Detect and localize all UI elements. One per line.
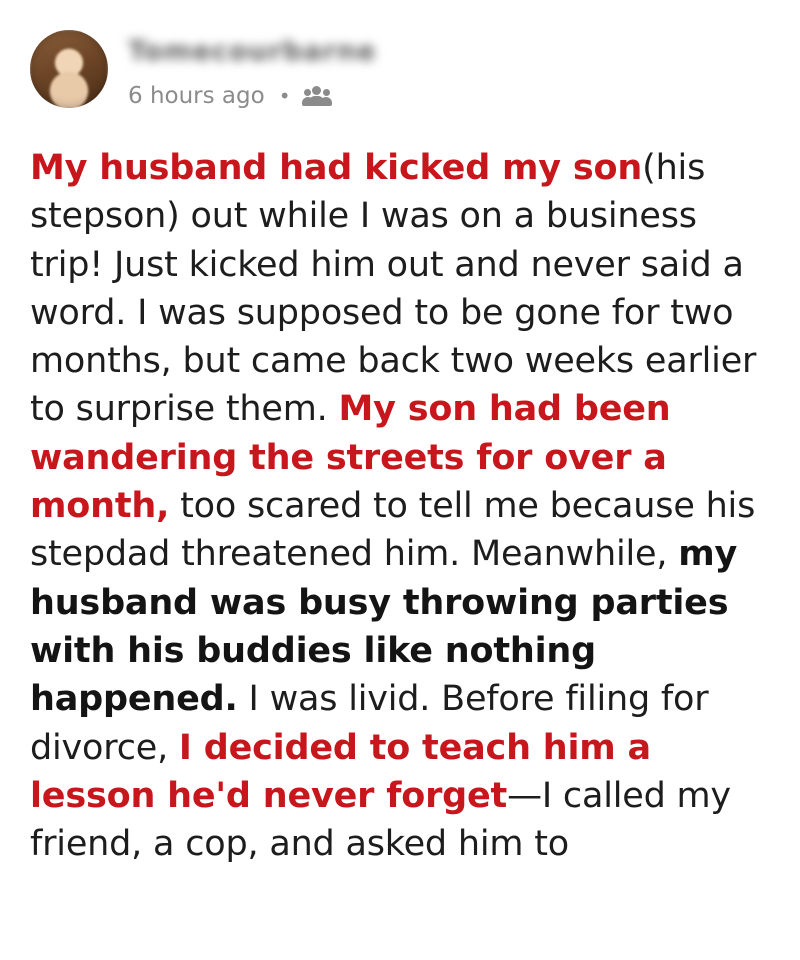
post-text-segment: My son had been wandering the streets for over a month, [30, 389, 671, 527]
author-name[interactable]: Tomecourbarne [128, 36, 377, 67]
post-text-segment: my husband was busy throwing parties with his buddies like nothing happened. [30, 534, 738, 720]
post-body [30, 144, 770, 868]
avatar-inner-shadow [30, 30, 108, 108]
post-meta [128, 83, 770, 109]
meta-separator-dot: • [278, 84, 291, 108]
post-text-segment: too scared to tell me because his stepdad threatened him. Meanwhile, [30, 486, 756, 575]
post-header-text [128, 28, 770, 109]
bottom-fade-overlay [0, 944, 800, 960]
avatar[interactable] [30, 30, 108, 108]
post-text-segment: I decided to teach him a lesson he'd never forget [30, 727, 651, 816]
friends-audience-icon[interactable] [304, 86, 330, 106]
post-text-segment: —I called my friend, a cop, and asked him to [30, 775, 731, 865]
post-timestamp[interactable]: 6 hours ago [128, 83, 265, 109]
post-text-segment: I was livid. Before filing for divorce, [30, 679, 709, 768]
post-text-segment: (his stepson) out while I was on a business trip! Just kicked him out and never said a word. I was supposed to be gone for two months, but came back two weeks earlier to surprise them. [30, 148, 757, 430]
post-header [30, 28, 770, 138]
post-text-segment: My husband had kicked my son [30, 148, 643, 188]
